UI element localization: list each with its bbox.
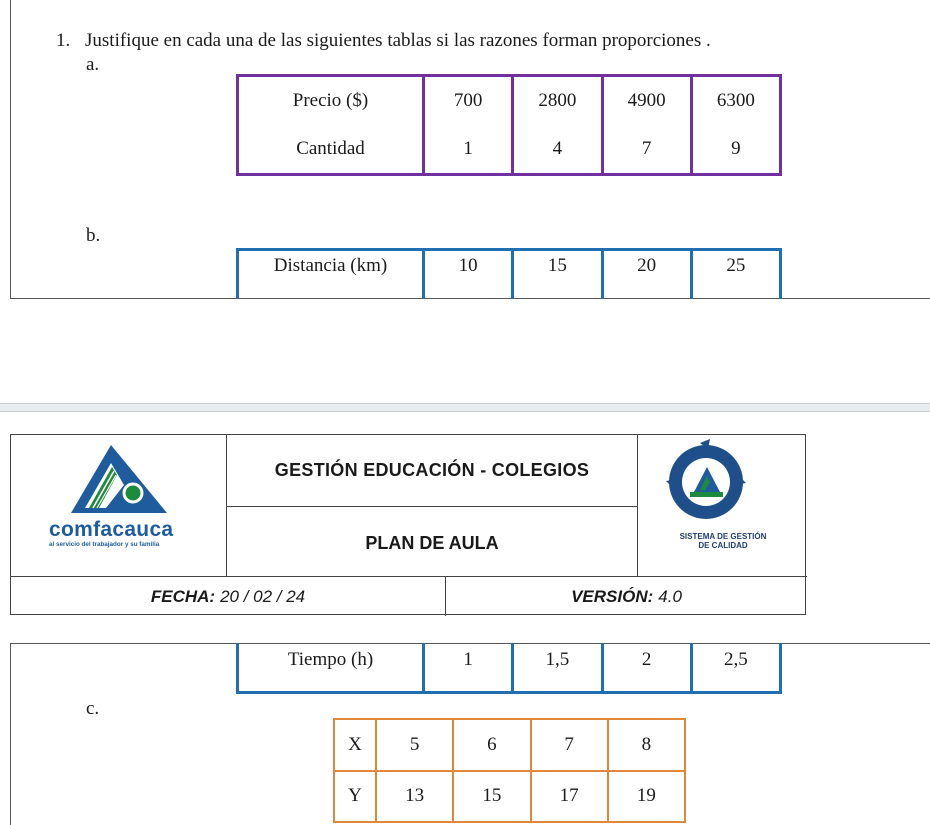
- table-cell: 700: [424, 76, 513, 126]
- version-value: 4.0: [658, 586, 682, 606]
- table-cell: 2,5: [691, 643, 780, 693]
- seal-line-2: DE CALIDAD: [698, 541, 748, 550]
- question-1: [56, 30, 711, 52]
- table-cell: 19: [608, 771, 685, 823]
- table-b: [236, 248, 782, 299]
- table-c: [333, 718, 686, 823]
- question-text: Justifique en cada una de las siguientes tablas si las razones forman proporciones .: [85, 30, 711, 51]
- date-value: 20 / 02 / 24: [220, 586, 306, 606]
- header-subtitle: PLAN DE AULA: [365, 533, 499, 553]
- table-cell: 6300: [691, 76, 780, 126]
- table-cell: 1,5: [513, 643, 602, 693]
- item-c-label: c.: [86, 698, 100, 719]
- table-cell: 9: [691, 125, 780, 175]
- table-row: [238, 643, 781, 693]
- table-cell: Distancia (km): [238, 250, 424, 300]
- table-cell: Tiempo (h): [238, 643, 424, 693]
- item-b-label: b.: [86, 225, 101, 246]
- table-cell: 13: [376, 771, 453, 823]
- table-cell: 1: [424, 125, 513, 175]
- table-row: [334, 771, 685, 823]
- table-row: [238, 125, 781, 175]
- quality-cycle-seal-icon: [638, 435, 808, 531]
- table-cell: 7: [602, 125, 691, 175]
- table-row: [238, 76, 781, 126]
- table-row: [334, 719, 685, 771]
- header-date: [11, 577, 446, 616]
- brand-name: comfacauca: [49, 518, 174, 541]
- table-cell: Cantidad: [238, 125, 424, 175]
- table-cell: 4: [513, 125, 602, 175]
- table-cell: 5: [376, 719, 453, 771]
- table-cell: 4900: [602, 76, 691, 126]
- header-meta-row: [11, 576, 807, 616]
- version-label: VERSIÓN:: [571, 586, 654, 606]
- brand-tagline: al servicio del trabajador y su familia: [49, 541, 160, 548]
- table-cell: 15: [453, 771, 530, 823]
- table-cell: 15: [513, 250, 602, 300]
- quality-seal-cell: [637, 435, 807, 576]
- table-cell: 7: [531, 719, 608, 771]
- table-b-continued: [236, 643, 782, 694]
- comfacauca-logo-icon: [11, 435, 227, 525]
- table-cell: X: [334, 719, 376, 771]
- question-number: 1.: [56, 30, 71, 51]
- table-cell: 2: [602, 643, 691, 693]
- quality-seal-text: [638, 532, 808, 550]
- item-a-label: a.: [86, 54, 100, 75]
- table-cell: 1: [424, 643, 513, 693]
- page-break-divider: [0, 403, 930, 412]
- date-label: FECHA:: [150, 586, 216, 606]
- table-a: [236, 74, 782, 176]
- table-cell: 20: [602, 250, 691, 300]
- table-cell: Y: [334, 771, 376, 823]
- header-version: [446, 577, 807, 616]
- seal-line-1: SISTEMA DE GESTIÓN: [679, 532, 767, 541]
- table-cell: 6: [453, 719, 530, 771]
- table-cell: 2800: [513, 76, 602, 126]
- brand-logo-cell: [11, 435, 227, 576]
- table-cell: 8: [608, 719, 685, 771]
- table-cell: Precio ($): [238, 76, 424, 126]
- table-cell: 25: [691, 250, 780, 300]
- table-row: [238, 250, 781, 300]
- page-header: [10, 434, 806, 615]
- table-cell: 17: [531, 771, 608, 823]
- header-title: GESTIÓN EDUCACIÓN - COLEGIOS: [227, 435, 637, 507]
- table-cell: 10: [424, 250, 513, 300]
